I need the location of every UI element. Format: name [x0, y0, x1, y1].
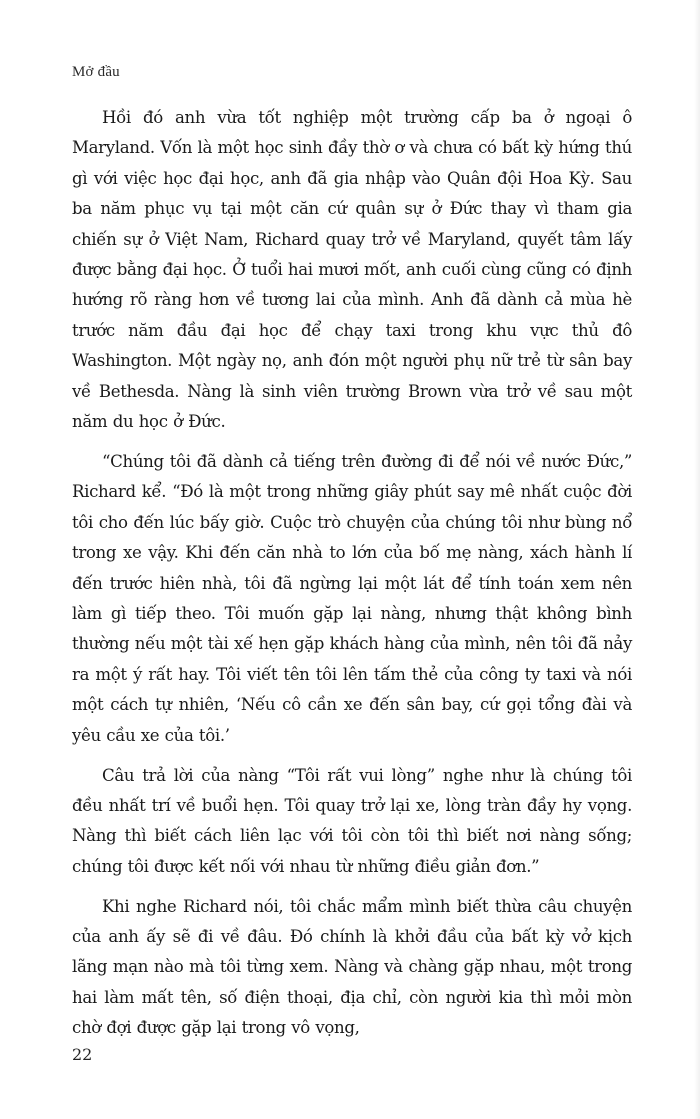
running-head: Mở đầu	[72, 64, 120, 80]
body-text	[72, 103, 632, 1053]
paragraph-3: Câu trả lời của nàng “Tôi rất vui lòng” nghe như là chúng tôi đều nhất trí về buổi hẹn. Tôi quay trở lại xe, lòng tràn đầy hy vọng. Nàng thì biết cách liên lạc với tôi còn tôi thì biết nơi nàng sống; chúng tôi được kết nối với nhau từ những điều giản đơn.”	[72, 765, 632, 876]
paragraph-1: Hồi đó anh vừa tốt nghiệp một trường cấp ba ở ngoại ô Maryland. Vốn là một học sinh đầy thờ ơ và chưa có bất kỳ hứng thú gì với việc học đại học, anh đã gia nhập vào Quân đội Hoa Kỳ. Sau ba năm phục vụ tại một căn cứ quân sự ở Đức thay vì tham gia chiến sự ở Việt Nam, Richard quay trở về Maryland, quyết tâm lấy được bằng đại học. Ở tuổi hai mươi mốt, anh cuối cùng cũng có định hướng rõ ràng hơn về tương lai của mình. Anh đã dành cả mùa hè trước năm đầu đại học để chạy taxi trong khu vực thủ đô Washington. Một ngày nọ, anh đón một người phụ nữ trẻ từ sân bay về Bethesda. Nàng là sinh viên trường Brown vừa trở về sau một năm du học ở Đức.	[72, 108, 632, 432]
paragraph-4: Khi nghe Richard nói, tôi chắc mẩm mình biết thừa câu chuyện của anh ấy sẽ đi về đâu. Đó chính là khởi đầu của bất kỳ vở kịch lãng mạn nào mà tôi từng xem. Nàng và chàng gặp nhau, một trong hai làm mất tên, số điện thoại, địa chỉ, còn người kia thì mỏi mòn chờ đợi được gặp lại trong vô vọng,	[72, 896, 632, 1038]
paragraph-2: “Chúng tôi đã dành cả tiếng trên đường đi để nói về nước Đức,” Richard kể. “Đó là một trong những giây phút say mê nhất cuộc đời tôi cho đến lúc bấy giờ. Cuộc trò chuyện của chúng tôi như bùng nổ trong xe vậy. Khi đến căn nhà to lớn của bố mẹ nàng, xách hành lí đến trước hiên nhà, tôi đã ngừng lại một lát để tính toán xem nên làm gì tiếp theo. Tôi muốn gặp lại nàng, nhưng thật không bình thường nếu một tài xế hẹn gặp khách hàng của mình, nên tôi đã nảy ra một ý rất hay. Tôi viết tên tôi lên tấm thẻ của công ty taxi và nói một cách tự nhiên, ‘Nếu cô cần xe đến sân bay, cứ gọi tổng đài và yêu cầu xe của tôi.’	[72, 451, 632, 745]
page-edge-shadow	[694, 0, 700, 1119]
page-number: 22	[72, 1045, 93, 1064]
